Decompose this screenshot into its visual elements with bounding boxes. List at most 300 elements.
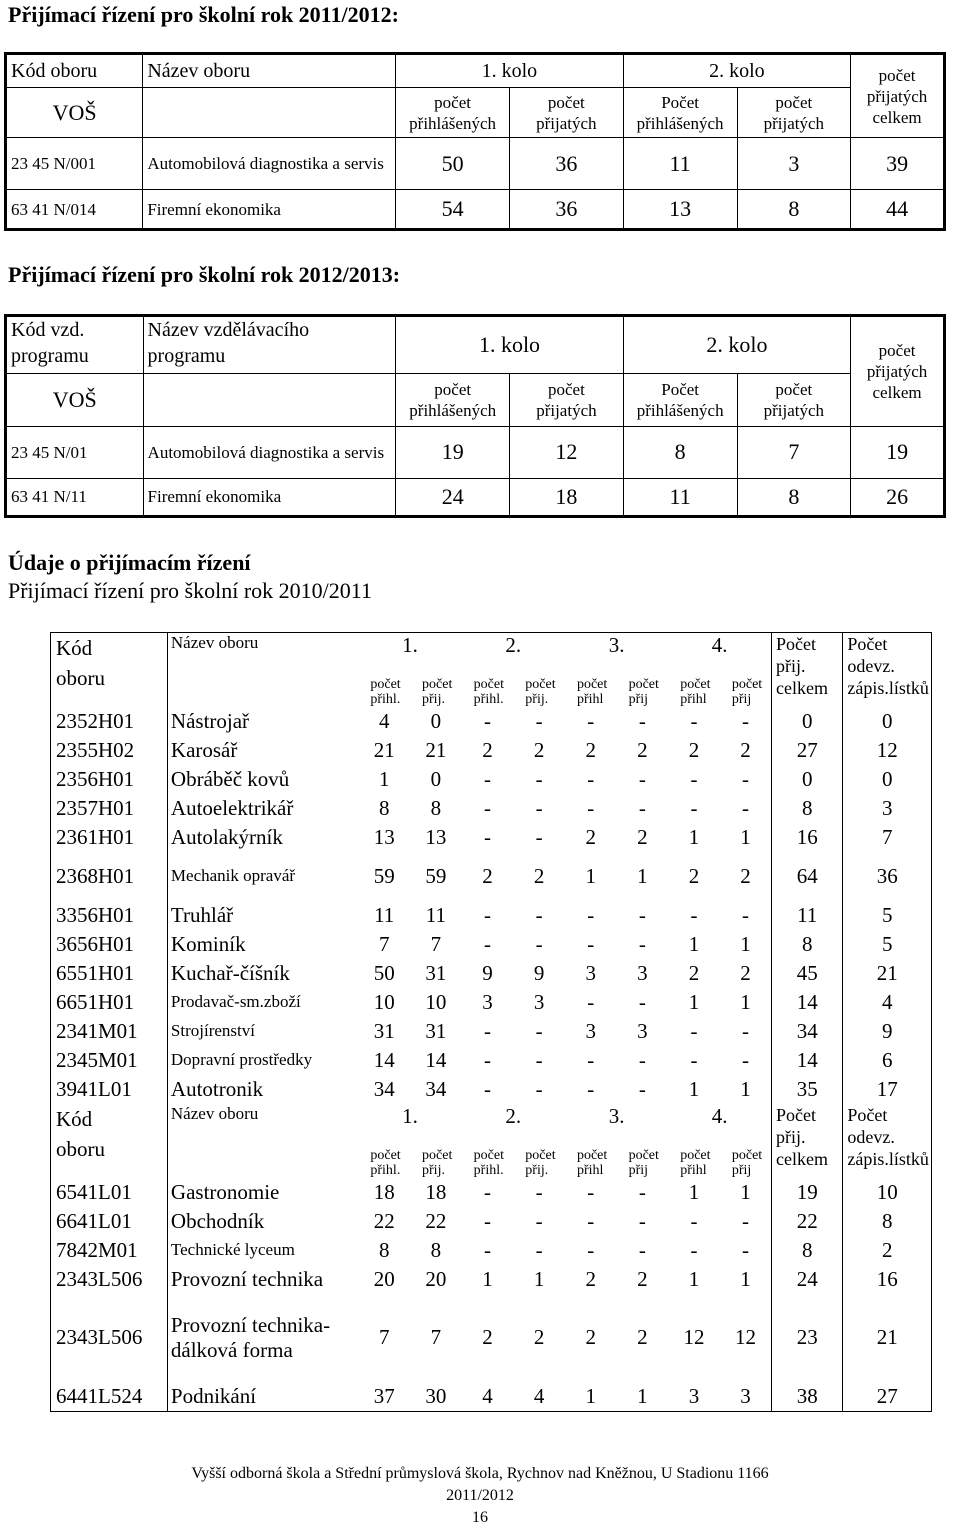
row-value: 2 <box>740 863 751 888</box>
row-value: 10 <box>425 989 447 1014</box>
row-code: 3656H01 <box>56 931 135 956</box>
row-value: 1 <box>740 824 751 849</box>
row-value: 1 <box>688 1266 700 1291</box>
table-row <box>51 823 932 852</box>
header-round-2: 2. kolo <box>623 54 850 88</box>
row-value: 8 <box>843 1207 932 1236</box>
header-round-3: 3. <box>608 1103 625 1128</box>
row-value: 27 <box>772 736 843 765</box>
row-value: 2 <box>482 863 493 888</box>
row-value: 12 <box>683 1325 705 1349</box>
row-value: 3 <box>585 1018 596 1043</box>
row-name: Karosář <box>167 736 358 765</box>
row-code: 2343L506 <box>56 1266 143 1291</box>
row-value: 14 <box>772 1046 843 1075</box>
row-value: 64 <box>772 852 843 901</box>
admission-table-2010 <box>50 632 932 1412</box>
table-row <box>51 1236 932 1265</box>
table-header-row <box>51 633 932 667</box>
row-value: - <box>535 1076 543 1101</box>
row-value: - <box>587 1208 595 1233</box>
row-value: 31 <box>425 960 447 985</box>
row-value: - <box>535 1208 543 1233</box>
row-value: 5 <box>843 930 932 959</box>
row-code: 2357H01 <box>56 795 135 820</box>
row-value: - <box>587 766 595 791</box>
row-name: Gastronomie <box>167 1178 358 1207</box>
row-value: 45 <box>772 959 843 988</box>
row-code: 2343L506 <box>56 1325 143 1349</box>
row-value: 23 <box>772 1294 843 1382</box>
table-row <box>51 736 932 765</box>
row-value: - <box>638 1179 646 1204</box>
row-code: 2352H01 <box>56 708 135 733</box>
row-value: - <box>587 931 595 956</box>
table-row <box>51 765 932 794</box>
header-sub-3: počet přihl. <box>473 1147 504 1178</box>
row-value: 22 <box>373 1208 395 1233</box>
table-row <box>51 707 932 736</box>
row-value: 3 <box>637 1018 648 1043</box>
row-value: 1 <box>740 1266 751 1291</box>
row-name: Nástrojař <box>167 707 358 736</box>
row-value: 2 <box>637 824 648 849</box>
row-value: 8 <box>378 795 390 820</box>
row-value: - <box>587 1076 595 1101</box>
row-value: 20 <box>373 1266 395 1291</box>
row-value: - <box>690 902 698 927</box>
header-name: Název oboru <box>143 54 396 88</box>
row-value: 3 <box>585 960 596 985</box>
row-value: - <box>535 931 543 956</box>
table-header-row <box>51 1104 932 1138</box>
row-value: - <box>741 1047 749 1072</box>
header-sub-7: počet přihl <box>680 1147 711 1178</box>
header-enrollment-slips: Počet odevz. zápis.lístků <box>843 1104 932 1178</box>
row-name: Autotronik <box>167 1075 358 1104</box>
row-value: 1 <box>688 1179 700 1204</box>
row-value: 2 <box>740 960 751 985</box>
row-value: - <box>690 1018 698 1043</box>
row-value: 7 <box>843 823 932 852</box>
row-value: 2 <box>740 737 751 762</box>
row-value: 11 <box>374 902 395 927</box>
header-name: Název oboru <box>167 1104 358 1178</box>
row-value: - <box>741 708 749 733</box>
header-sub-3: počet přihl. <box>473 676 504 707</box>
row-value: 59 <box>373 863 395 888</box>
header-vos: VOŠ <box>6 374 144 426</box>
table-row <box>51 1294 932 1382</box>
row-value: - <box>638 989 646 1014</box>
row-value: - <box>483 902 491 927</box>
row-code: 6641L01 <box>56 1208 132 1233</box>
row-name: Technické lyceum <box>167 1236 358 1265</box>
table-row <box>51 1382 932 1412</box>
row-value: 8 <box>772 794 843 823</box>
row-value: 13 <box>425 824 447 849</box>
header-name: Název oboru <box>167 633 358 707</box>
row-code: 2345M01 <box>56 1047 138 1072</box>
row-value: 2 <box>688 737 700 762</box>
row-value: - <box>535 902 543 927</box>
row-value: - <box>535 1237 543 1262</box>
header-total: počet přijatých celkem <box>851 54 945 138</box>
row-value: 4 <box>533 1383 545 1408</box>
row-value: 16 <box>843 1265 932 1294</box>
header-sub-8: počet přij <box>731 1147 763 1178</box>
header-vos: VOŠ <box>6 88 143 138</box>
row-code: 6541L01 <box>56 1179 132 1204</box>
row-value: 2 <box>637 1325 648 1349</box>
section3-title: Údaje o přijímacím řízení <box>8 550 251 575</box>
row-value: 34 <box>425 1076 447 1101</box>
row-value: - <box>535 708 543 733</box>
row-value: 3 <box>637 960 648 985</box>
row-value: - <box>483 795 491 820</box>
row-name: Strojírenství <box>167 1017 358 1046</box>
row-name: Podnikání <box>167 1382 358 1412</box>
row-value: 1 <box>378 766 390 791</box>
row-value: - <box>690 708 698 733</box>
row-value: - <box>741 1208 749 1233</box>
row-value: 17 <box>843 1075 932 1104</box>
header-sub-2: počet přij. <box>422 1147 453 1178</box>
header-sub4: počet přijatých <box>737 88 851 138</box>
row-value: 35 <box>772 1075 843 1104</box>
row-value: - <box>483 1018 491 1043</box>
header-sub-8: počet přij <box>731 676 763 707</box>
row-value: 22 <box>425 1208 447 1233</box>
header-enrollment-slips: Počet odevz. zápis.lístků <box>843 633 932 707</box>
row-value: 3 <box>688 1383 700 1408</box>
row-code: 6441L524 <box>56 1383 143 1408</box>
row-value: - <box>638 708 646 733</box>
row-value: 0 <box>430 766 442 791</box>
footer-school: Vyšší odborná škola a Střední průmyslová škola, Rychnov nad Kněžnou, U Stadionu 1166 <box>191 1465 769 1482</box>
section2-title: Přijímací řízení pro školní rok 2012/2013: <box>8 262 401 287</box>
row-value: 21 <box>373 737 395 762</box>
header-sub1: počet přihlášených <box>396 88 510 138</box>
row-value: 0 <box>772 707 843 736</box>
row-value: 11 <box>425 902 446 927</box>
header-round-2: 2. kolo <box>623 316 850 374</box>
row-value: 10 <box>373 989 395 1014</box>
row-value: - <box>690 1047 698 1072</box>
row-value: - <box>587 1047 595 1072</box>
header-sub2: počet přijatých <box>510 88 624 138</box>
row-value: - <box>535 1018 543 1043</box>
row-value: 9 <box>843 1017 932 1046</box>
row-value: 1 <box>637 863 648 888</box>
row-value: - <box>535 795 543 820</box>
section3-subtitle: Přijímací řízení pro školní rok 2010/2011 <box>8 578 372 603</box>
row-value: 0 <box>843 707 932 736</box>
header-sub2: počet přijatých <box>510 374 624 426</box>
row-value: 7 <box>378 1325 390 1349</box>
row-value: - <box>535 766 543 791</box>
row-value: 2 <box>585 1325 596 1349</box>
row-value: 20 <box>425 1266 447 1291</box>
row-value: 1 <box>637 1383 648 1408</box>
row-value: 2 <box>533 1325 545 1349</box>
header-sub-7: počet přihl <box>680 676 711 707</box>
header-total-admitted: Počet přij. celkem <box>772 1104 843 1178</box>
row-value: 36 <box>843 852 932 901</box>
row-value: - <box>638 931 646 956</box>
header-sub-1: počet přihl. <box>370 1147 401 1178</box>
row-value: - <box>483 1179 491 1204</box>
row-name: Provozní technika <box>167 1265 358 1294</box>
row-value: 8 <box>772 930 843 959</box>
row-value: 1 <box>585 863 596 888</box>
header-round-4: 4. <box>711 1103 728 1128</box>
header-round-3: 3. <box>608 633 625 657</box>
row-value: 7 <box>430 1325 442 1349</box>
row-value: 2 <box>688 863 700 888</box>
header-sub1: počet přihlášených <box>396 374 510 426</box>
header-sub4: počet přijatých <box>737 374 851 426</box>
table-row: 63 41 N/11 Firemní ekonomika 24 18 11 8 26 <box>6 478 945 516</box>
table-row <box>51 1046 932 1075</box>
row-code: 2341M01 <box>56 1018 138 1043</box>
row-value: 12 <box>843 736 932 765</box>
page-number: 16 <box>472 1509 488 1526</box>
row-value: 50 <box>373 960 395 985</box>
row-value: 5 <box>843 901 932 930</box>
row-name: Autoelektrikář <box>167 794 358 823</box>
row-value: 1 <box>482 1266 493 1291</box>
row-value: 27 <box>843 1382 932 1412</box>
row-value: 6 <box>843 1046 932 1075</box>
header-code: Kód oboru <box>56 1106 105 1161</box>
row-value: 2 <box>533 737 545 762</box>
row-value: 31 <box>425 1018 447 1043</box>
row-value: 8 <box>378 1237 390 1262</box>
row-value: 30 <box>425 1383 447 1408</box>
table-row <box>51 1178 932 1207</box>
row-value: 31 <box>373 1018 395 1043</box>
row-value: - <box>483 1237 491 1262</box>
header-round-2: 2. <box>505 1103 522 1128</box>
header-round-1: 1. kolo <box>396 54 623 88</box>
row-value: 3 <box>843 794 932 823</box>
header-sub-4: počet přij. <box>525 676 556 707</box>
row-value: - <box>483 766 491 791</box>
header-name: Název vzdělávacího programu <box>143 316 396 374</box>
row-value: 3 <box>740 1383 751 1408</box>
row-value: 37 <box>373 1383 395 1408</box>
row-value: - <box>741 1237 749 1262</box>
row-name: Truhlář <box>167 901 358 930</box>
row-name: Kuchař-číšník <box>167 959 358 988</box>
header-round-1: 1. <box>402 1103 418 1128</box>
header-code: Kód oboru <box>6 54 143 88</box>
row-value: 9 <box>482 960 493 985</box>
row-name: Prodavač-sm.zboží <box>167 988 358 1017</box>
row-value: 0 <box>430 708 442 733</box>
row-value: - <box>741 795 749 820</box>
header-sub-5: počet přihl <box>576 1147 608 1178</box>
row-value: - <box>690 766 698 791</box>
row-value: 2 <box>585 1266 596 1291</box>
row-value: 2 <box>533 863 545 888</box>
row-value: 8 <box>772 1236 843 1265</box>
header-total: počet přijatých celkem <box>851 316 945 427</box>
row-name: Dopravní prostředky <box>167 1046 358 1075</box>
row-value: 1 <box>585 1383 596 1408</box>
row-value: 1 <box>688 989 700 1014</box>
row-value: 8 <box>430 795 442 820</box>
row-name: Mechanik opravář <box>167 852 358 901</box>
row-value: 2 <box>637 1266 648 1291</box>
row-value: 2 <box>482 1325 493 1349</box>
row-value: - <box>483 931 491 956</box>
row-value: - <box>638 766 646 791</box>
row-code: 7842M01 <box>56 1237 138 1262</box>
row-code: 3941L01 <box>56 1076 132 1101</box>
row-code: 2356H01 <box>56 766 135 791</box>
table-row <box>51 901 932 930</box>
row-value: - <box>483 708 491 733</box>
row-value: - <box>535 1179 543 1204</box>
row-value: 1 <box>740 931 751 956</box>
header-sub-2: počet přij. <box>422 676 453 707</box>
header-round-4: 4. <box>711 633 728 657</box>
row-name: Autolakýrník <box>167 823 358 852</box>
admission-table-2011 <box>4 52 946 231</box>
row-value: 1 <box>740 1076 751 1101</box>
row-value: - <box>638 1047 646 1072</box>
row-value: 18 <box>373 1179 395 1204</box>
row-value: - <box>483 1047 491 1072</box>
header-total-admitted: Počet přij. celkem <box>772 633 843 707</box>
table-row: 63 41 N/014 Firemní ekonomika 54 36 13 8 44 <box>6 190 945 230</box>
row-code: 6551H01 <box>56 960 135 985</box>
row-value: 8 <box>430 1237 442 1262</box>
table-row <box>51 959 932 988</box>
row-value: 11 <box>772 901 843 930</box>
row-value: 9 <box>533 960 545 985</box>
row-value: 10 <box>843 1178 932 1207</box>
row-value: - <box>690 1237 698 1262</box>
header-sub-6: počet přij <box>628 1147 659 1178</box>
row-value: - <box>638 1237 646 1262</box>
header-sub-6: počet přij <box>628 676 659 707</box>
row-value: - <box>690 795 698 820</box>
row-value: 19 <box>772 1178 843 1207</box>
row-code: 2355H02 <box>56 737 135 762</box>
table-row <box>51 852 932 901</box>
header-round-1: 1. <box>402 633 418 657</box>
row-name: Provozní technika-dálková forma <box>167 1294 358 1382</box>
row-value: 0 <box>843 765 932 794</box>
row-value: - <box>587 902 595 927</box>
row-value: 1 <box>740 989 751 1014</box>
row-value: 4 <box>843 988 932 1017</box>
row-value: - <box>535 824 543 849</box>
table-row <box>51 1017 932 1046</box>
row-value: 3 <box>533 989 545 1014</box>
row-value: - <box>638 1076 646 1101</box>
row-name: Obchodník <box>167 1207 358 1236</box>
row-value: 2 <box>585 824 596 849</box>
row-value: - <box>638 1208 646 1233</box>
row-name: Obráběč kovů <box>167 765 358 794</box>
row-value: - <box>587 1237 595 1262</box>
row-value: - <box>690 1208 698 1233</box>
row-value: - <box>638 795 646 820</box>
header-sub3: Počet přihlášených <box>623 374 737 426</box>
row-value: 2 <box>637 737 648 762</box>
row-value: - <box>587 795 595 820</box>
row-value: 38 <box>772 1382 843 1412</box>
table-row <box>51 930 932 959</box>
row-value: 7 <box>430 931 442 956</box>
header-round-1: 1. kolo <box>396 316 623 374</box>
row-value: 2 <box>843 1236 932 1265</box>
row-value: 21 <box>843 959 932 988</box>
row-value: 18 <box>425 1179 447 1204</box>
row-value: 1 <box>740 1179 751 1204</box>
row-value: 12 <box>734 1325 756 1349</box>
row-value: 34 <box>373 1076 395 1101</box>
row-value: 1 <box>533 1266 545 1291</box>
row-value: - <box>483 824 491 849</box>
row-value: - <box>483 1208 491 1233</box>
row-value: - <box>483 1076 491 1101</box>
header-sub-5: počet přihl <box>576 676 608 707</box>
row-value: - <box>587 1179 595 1204</box>
row-value: - <box>638 902 646 927</box>
table-row <box>51 1075 932 1104</box>
header-sub3: Počet přihlášených <box>623 88 737 138</box>
row-name: Kominík <box>167 930 358 959</box>
row-value: - <box>741 1018 749 1043</box>
row-value: 2 <box>585 737 596 762</box>
row-code: 3356H01 <box>56 902 135 927</box>
row-value: 59 <box>425 863 447 888</box>
row-code: 6651H01 <box>56 989 135 1014</box>
header-sub-1: počet přihl. <box>370 676 401 707</box>
row-value: 1 <box>688 931 700 956</box>
row-value: 0 <box>772 765 843 794</box>
row-value: 1 <box>688 824 700 849</box>
table-row: 23 45 N/001 Automobilová diagnostika a servis 50 36 11 3 39 <box>6 138 945 190</box>
header-code: Kód oboru <box>56 636 105 690</box>
row-value: 14 <box>373 1047 395 1072</box>
row-value: 7 <box>378 931 390 956</box>
row-value: 21 <box>425 737 447 762</box>
row-value: 34 <box>772 1017 843 1046</box>
row-value: - <box>741 902 749 927</box>
row-value: 13 <box>373 824 395 849</box>
row-value: 4 <box>378 708 390 733</box>
table-row <box>51 988 932 1017</box>
table-row <box>51 1265 932 1294</box>
header-round-2: 2. <box>505 633 522 657</box>
table-row <box>51 1207 932 1236</box>
row-value: 22 <box>772 1207 843 1236</box>
row-value: 14 <box>425 1047 447 1072</box>
header-code: Kód vzd. programu <box>6 316 144 374</box>
row-value: 3 <box>482 989 493 1014</box>
table-row: 23 45 N/01 Automobilová diagnostika a servis 19 12 8 7 19 <box>6 426 945 478</box>
row-value: - <box>587 708 595 733</box>
row-code: 2368H01 <box>56 863 135 888</box>
table-row <box>51 794 932 823</box>
row-value: - <box>741 766 749 791</box>
